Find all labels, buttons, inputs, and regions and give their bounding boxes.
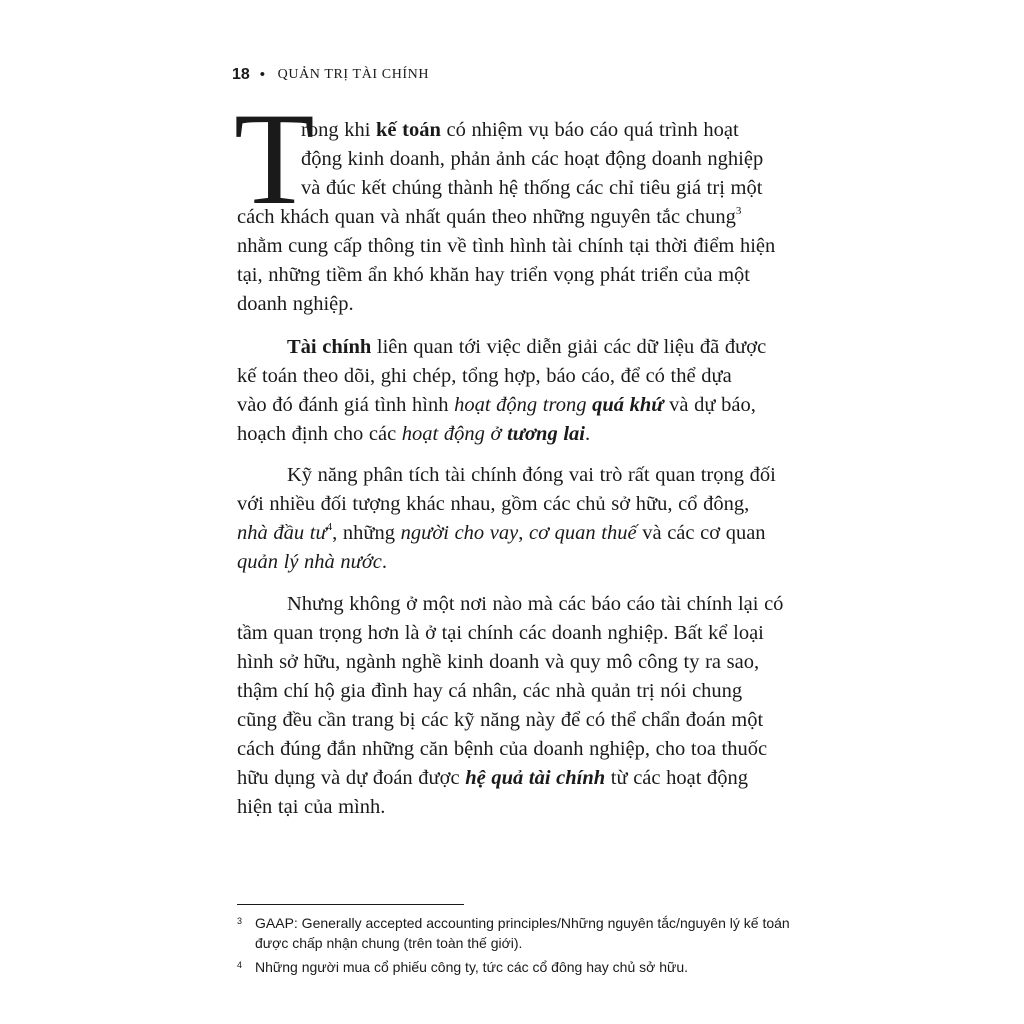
text-line: nhà đầu tư$^4$, những người cho vay, cơ quan thuế và các cơ quan [237, 521, 766, 544]
paragraph-business [237, 590, 800, 822]
text-line: Tài chính liên quan tới việc diễn giải các dữ liệu đã được [287, 336, 767, 358]
text-line: rong khi kế toán có nhiệm vụ báo cáo quá trình hoạt [301, 119, 739, 141]
text-line: quản lý nhà nước. [237, 551, 388, 573]
footnote-marker: 4 [237, 960, 243, 970]
drop-cap: T [234, 85, 315, 232]
text-line: thậm chí hộ gia đình hay cá nhân, các nhà quản trị nói chung [237, 680, 743, 702]
page-number: 18 [232, 66, 250, 83]
footnotes [237, 910, 802, 976]
text-line: doanh nghiệp. [237, 293, 354, 315]
footnote-marker: 3 [237, 916, 243, 926]
text-line: hữu dụng và dự đoán được hệ quả tài chính từ các hoạt động [237, 767, 749, 789]
text-line: tầm quan trọng hơn là ở tại chính các doanh nghiệp. Bất kể loại [237, 622, 764, 644]
text-line: với nhiều đối tượng khác nhau, gồm các chủ sở hữu, cổ đông, [237, 493, 750, 515]
footnote-ref-3: 3 [735, 205, 742, 217]
text-line: động kinh doanh, phản ảnh các hoạt động doanh nghiệp [301, 148, 764, 170]
header-separator: • [259, 66, 266, 83]
chapter-title: QUẢN TRỊ TÀI CHÍNH [277, 67, 430, 82]
text-line: nhằm cung cấp thông tin về tình hình tài chính tại thời điểm hiện [237, 235, 776, 257]
footnote-3: 3 GAAP: Generally accepted accounting principles/Những nguyên tắc/nguyên lý kế toán [237, 910, 802, 932]
text-line: hình sở hữu, ngành nghề kinh doanh và quy mô công ty ra sao, [237, 651, 760, 673]
text-line: vào đó đánh giá tình hình hoạt động trong quá khứ và dự báo, [237, 394, 756, 416]
footnote-divider [237, 904, 464, 905]
footnote-ref-4: 4 [326, 521, 333, 533]
text-line: cách đúng đắn những căn bệnh của doanh nghiệp, cho toa thuốc [237, 738, 768, 760]
text-line: cách khách quan và nhất quán theo những nguyên tắc chung$^3$ [237, 205, 742, 228]
running-header [232, 64, 429, 86]
text-line: Kỹ năng phân tích tài chính đóng vai trò rất quan trọng đối [287, 464, 776, 486]
text-line: cũng đều cần trang bị các kỹ năng này để có thể chẩn đoán một [237, 709, 764, 731]
text-line: tại, những tiềm ẩn khó khăn hay triển vọng phát triển của một [237, 264, 750, 286]
footnote-3-continued: được chấp nhận chung (trên toàn thế giới). [255, 935, 523, 951]
paragraph-finance [237, 333, 800, 449]
text-line: và đúc kết chúng thành hệ thống các chỉ tiêu giá trị một [301, 177, 763, 199]
footnote-4: 4 Những người mua cổ phiếu công ty, tức các cổ đông hay chủ sở hữu. [237, 954, 802, 976]
text-line: hiện tại của mình. [237, 796, 386, 818]
text-line: hoạch định cho các hoạt động ở tương lai. [237, 423, 591, 445]
text-line: Nhưng không ở một nơi nào mà các báo cáo tài chính lại có [287, 593, 784, 615]
paragraph-accounting [237, 116, 800, 319]
paragraph-skills [237, 461, 800, 577]
text-line: kế toán theo dõi, ghi chép, tổng hợp, báo cáo, để có thể dựa [237, 365, 732, 387]
